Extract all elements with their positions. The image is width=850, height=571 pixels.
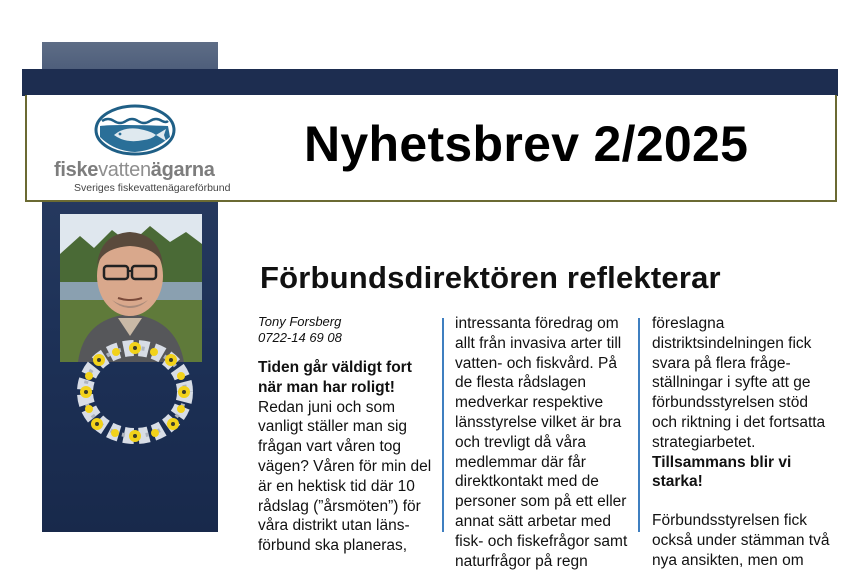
header-bar [22, 69, 838, 96]
article-column-1 [258, 314, 433, 556]
flower-wreath-icon [71, 336, 199, 448]
article-emphasis: Tillsammans blir vi starka! [652, 453, 792, 491]
logo-wordmark [54, 159, 215, 182]
logo-subtitle: Sveriges fiskevattenägareförbund [74, 182, 231, 194]
article-paragraph: Förbundsstyrelsen fick också under stämman två nya ansikten, men om [652, 512, 830, 569]
column-divider [442, 318, 444, 532]
article-paragraph: intressanta föredrag om allt från invasiva arter till vatten- och fiskvård. På de flesta rådslagen medverkar respektive länsstyrelse vilket är bra och trevligt då våra medlemmar där får direktkontakt med de personer som på ett eller annat sätt arbetar med fisk- och fiskefrågor samt naturfrågor på regn [455, 315, 628, 570]
newsletter-title: Nyhetsbrev 2/2025 [304, 116, 749, 172]
article-column-2 [455, 314, 633, 571]
article-paragraph [652, 314, 832, 492]
article-lead: Tiden går väldigt fort när man har roligt! [258, 359, 412, 396]
logo-word-part3: ägarna [150, 159, 215, 181]
logo-word-part1: fiske [54, 159, 99, 181]
author-name: Tony Forsberg [258, 314, 342, 329]
article-text: föreslagna distriktsindelningen fick svara på flera fråge-ställningar i syfte att ge förbundsstyrelsen stöd och riktning i det fortsatta strategiarbetet. [652, 315, 826, 451]
column-divider [638, 318, 640, 532]
article-heading: Förbundsdirektören reflekterar [260, 260, 721, 295]
fish-emblem-icon [94, 103, 176, 157]
article-column-3 [652, 314, 832, 571]
logo-word-part2: vatten [98, 159, 151, 181]
author-phone: 0722-14 69 08 [258, 330, 342, 345]
article-paragraph: Redan juni och som vanligt ställer man sig frågan vart våren tog vägen? Våren för min del är en hektisk tid där 10 rådslag (”årsmöten”) för våra distrikt utan läns-förbund ska planeras, [258, 398, 432, 555]
organization-logo [50, 102, 231, 197]
